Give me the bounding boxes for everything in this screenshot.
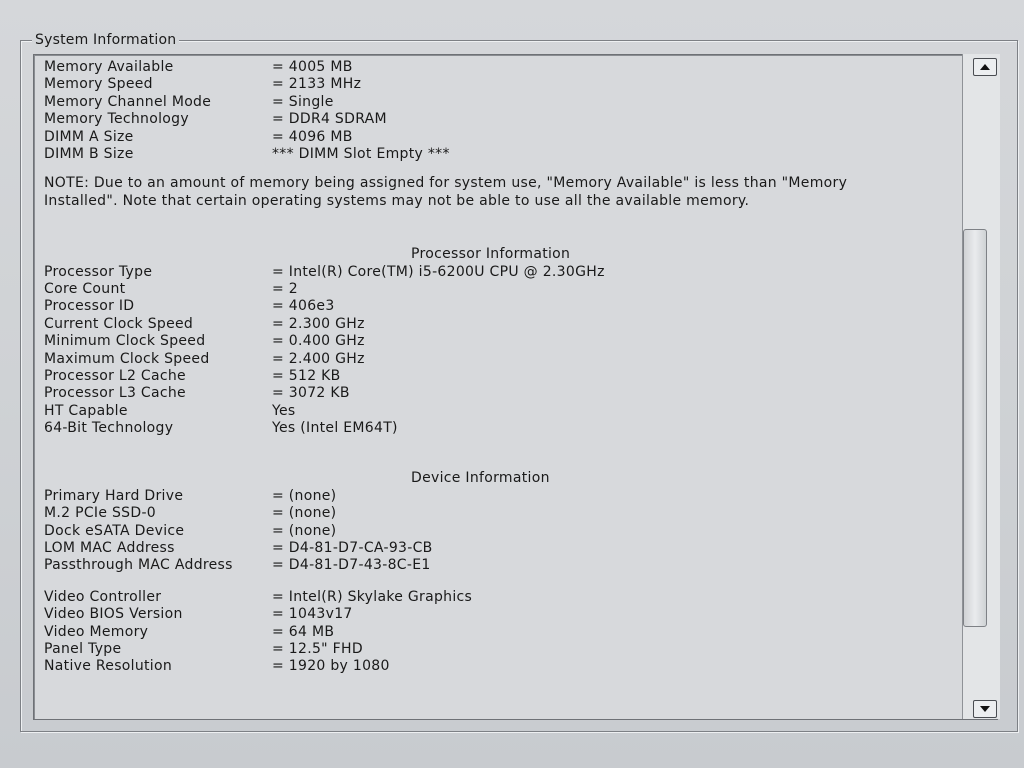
memory-section bbox=[44, 59, 964, 163]
row-value: = D4-81-D7-CA-93-CB bbox=[272, 540, 433, 557]
info-row bbox=[44, 333, 964, 350]
row-value: = 2 bbox=[272, 280, 298, 297]
row-label: Memory Technology bbox=[44, 111, 189, 128]
info-row bbox=[44, 624, 964, 641]
info-row bbox=[44, 505, 964, 522]
info-row bbox=[44, 540, 964, 557]
row-value: = Intel(R) Core(TM) i5-6200U CPU @ 2.30GHz bbox=[272, 263, 605, 280]
row-label: Memory Channel Mode bbox=[44, 93, 212, 110]
row-label: M.2 PCIe SSD-0 bbox=[44, 505, 157, 522]
row-value: = 512 KB bbox=[272, 367, 341, 384]
row-label: Processor L3 Cache bbox=[44, 385, 186, 402]
row-value: = D4-81-D7-43-8C-E1 bbox=[272, 557, 431, 574]
row-value: = DDR4 SDRAM bbox=[272, 111, 387, 128]
row-label: Memory Speed bbox=[44, 76, 153, 93]
info-row bbox=[44, 523, 964, 540]
device-section bbox=[44, 470, 964, 675]
row-label: Memory Available bbox=[44, 59, 174, 75]
row-value: = 4005 MB bbox=[272, 59, 353, 75]
info-row bbox=[44, 146, 964, 163]
groupbox-title: System Information bbox=[32, 31, 179, 49]
spacer bbox=[44, 575, 964, 589]
row-value: = 1920 by 1080 bbox=[272, 658, 390, 675]
row-value: = 0.400 GHz bbox=[272, 333, 365, 350]
row-label: Maximum Clock Speed bbox=[44, 350, 210, 367]
row-label: Native Resolution bbox=[44, 658, 173, 675]
info-row bbox=[44, 658, 964, 675]
row-value: = Intel(R) Skylake Graphics bbox=[272, 588, 473, 605]
row-label: HT Capable bbox=[44, 402, 128, 419]
row-value: = 12.5" FHD bbox=[272, 640, 363, 657]
info-row bbox=[44, 368, 964, 385]
row-value: = 2133 MHz bbox=[272, 76, 362, 93]
spacer bbox=[44, 210, 964, 246]
vertical-scrollbar[interactable] bbox=[962, 54, 1000, 719]
row-label: DIMM B Size bbox=[44, 145, 134, 162]
row-value: = 4096 MB bbox=[272, 128, 353, 145]
row-value: = 2.400 GHz bbox=[272, 350, 365, 367]
processor-section-title: Processor Information bbox=[411, 246, 571, 263]
row-value: = 3072 KB bbox=[272, 385, 350, 402]
row-value: = 64 MB bbox=[272, 623, 335, 640]
row-label: 64-Bit Technology bbox=[44, 420, 174, 437]
processor-section bbox=[44, 246, 964, 437]
info-row bbox=[44, 351, 964, 368]
info-row bbox=[44, 59, 964, 76]
row-value: = (none) bbox=[272, 505, 337, 522]
info-row bbox=[44, 606, 964, 623]
scroll-down-button[interactable] bbox=[973, 700, 997, 718]
info-row bbox=[44, 94, 964, 111]
info-row bbox=[44, 111, 964, 128]
row-value: Yes (Intel EM64T) bbox=[272, 420, 398, 437]
row-value: = 1043v17 bbox=[272, 606, 353, 623]
row-value: Yes bbox=[272, 402, 296, 419]
info-row bbox=[44, 281, 964, 298]
row-value: = 2.300 GHz bbox=[272, 315, 365, 332]
row-label: Video BIOS Version bbox=[44, 606, 183, 623]
device-section-title: Device Information bbox=[411, 470, 550, 487]
info-row bbox=[44, 488, 964, 505]
row-value: = (none) bbox=[272, 487, 337, 504]
info-row bbox=[44, 403, 964, 420]
info-row bbox=[44, 316, 964, 333]
row-label: Processor L2 Cache bbox=[44, 367, 186, 384]
row-label: Primary Hard Drive bbox=[44, 487, 184, 504]
row-label: Core Count bbox=[44, 280, 126, 297]
info-row bbox=[44, 589, 964, 606]
info-row bbox=[44, 76, 964, 93]
info-row bbox=[44, 420, 964, 437]
row-value: = 406e3 bbox=[272, 298, 335, 315]
row-label: LOM MAC Address bbox=[44, 540, 175, 557]
row-value: = Single bbox=[272, 93, 334, 110]
scroll-up-button[interactable] bbox=[973, 58, 997, 76]
row-label: Minimum Clock Speed bbox=[44, 333, 206, 350]
row-label: Video Controller bbox=[44, 588, 162, 605]
info-row bbox=[44, 298, 964, 315]
row-label: Processor Type bbox=[44, 263, 153, 280]
arrow-up-icon bbox=[980, 64, 990, 70]
row-label: Passthrough MAC Address bbox=[44, 557, 233, 574]
row-value: = (none) bbox=[272, 522, 337, 539]
row-label: DIMM A Size bbox=[44, 128, 134, 145]
row-label: Panel Type bbox=[44, 640, 122, 657]
info-row bbox=[44, 385, 964, 402]
info-row bbox=[44, 641, 964, 658]
row-label: Current Clock Speed bbox=[44, 315, 194, 332]
info-content bbox=[44, 59, 964, 709]
memory-note: NOTE: Due to an amount of memory being assigned for system use, "Memory Available" is less than "Memory Installed". Note that certain operating systems may not be able to use all the available memory. bbox=[44, 175, 848, 209]
row-label: Video Memory bbox=[44, 623, 149, 640]
row-value: *** DIMM Slot Empty *** bbox=[272, 145, 450, 162]
row-label: Processor ID bbox=[44, 298, 135, 315]
row-label: Dock eSATA Device bbox=[44, 522, 185, 539]
scrollbar-thumb[interactable] bbox=[963, 229, 987, 627]
info-row bbox=[44, 557, 964, 574]
spacer bbox=[44, 437, 964, 470]
arrow-down-icon bbox=[980, 706, 990, 712]
info-panel bbox=[33, 54, 998, 720]
info-row bbox=[44, 129, 964, 146]
info-row bbox=[44, 264, 964, 281]
